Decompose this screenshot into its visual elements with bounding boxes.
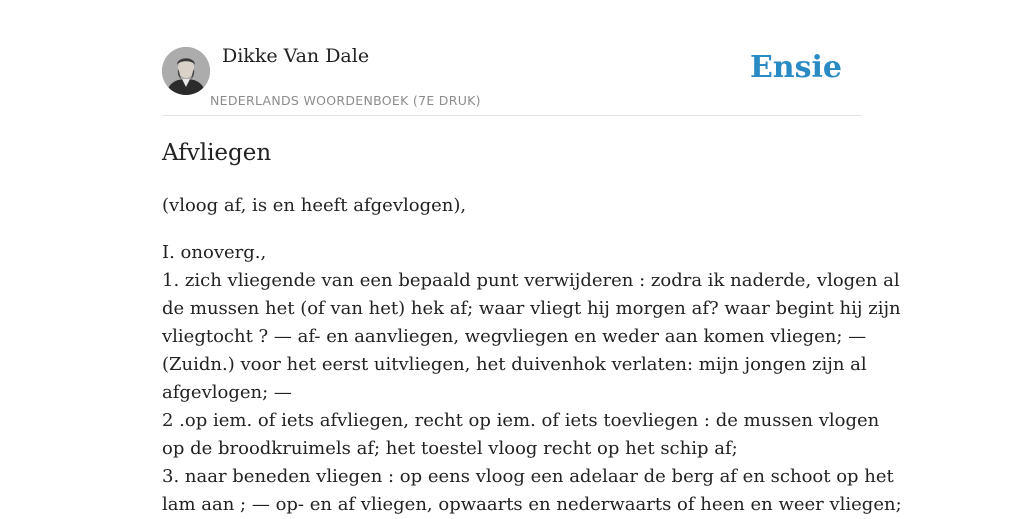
entry-forms: (vloog af, is en heeft afgevlogen),	[162, 195, 467, 216]
ensie-logo-link[interactable]: Ensie	[749, 50, 842, 85]
definition-line: op de broodkruimels af; het toestel vloog recht op het schip af;	[162, 438, 738, 459]
dictionary-source-label[interactable]: NEDERLANDS WOORDENBOEK (7E DRUK)	[210, 93, 481, 108]
author-name[interactable]: Dikke Van Dale	[222, 45, 370, 67]
definition-line: 1. zich vliegende van een bepaald punt verwijderen : zodra ik naderde, vlogen al	[162, 270, 900, 291]
definition-line: I. onoverg.,	[162, 242, 267, 263]
entry-title: Afvliegen	[162, 140, 272, 166]
page	[162, 0, 902, 515]
definition-line: 2 .op iem. of iets afvliegen, recht op iem. of iets toevliegen : de mussen vlogen	[162, 410, 880, 431]
definition-line: (Zuidn.) voor het eerst uitvliegen, het duivenhok verlaten: mijn jongen zijn al	[162, 354, 867, 375]
definition-line: lam aan ; — op- en af vliegen, opwaarts en nederwaarts of heen en weer vliegen;	[162, 494, 902, 515]
author-avatar[interactable]	[162, 47, 210, 95]
definition-line: de mussen het (of van het) hek af; waar vliegt hij morgen af? waar begint hij zijn	[162, 298, 901, 319]
definition-line: 3. naar beneden vliegen : op eens vloog een adelaar de berg af en schoot op het	[162, 466, 894, 487]
definition-line: afgevlogen; —	[162, 382, 292, 403]
portrait-image	[162, 47, 210, 95]
header	[162, 0, 862, 116]
entry-definition	[162, 239, 902, 519]
definition-line: vliegtocht ? — af- en aanvliegen, wegvliegen en weder aan komen vliegen; —	[162, 326, 867, 347]
